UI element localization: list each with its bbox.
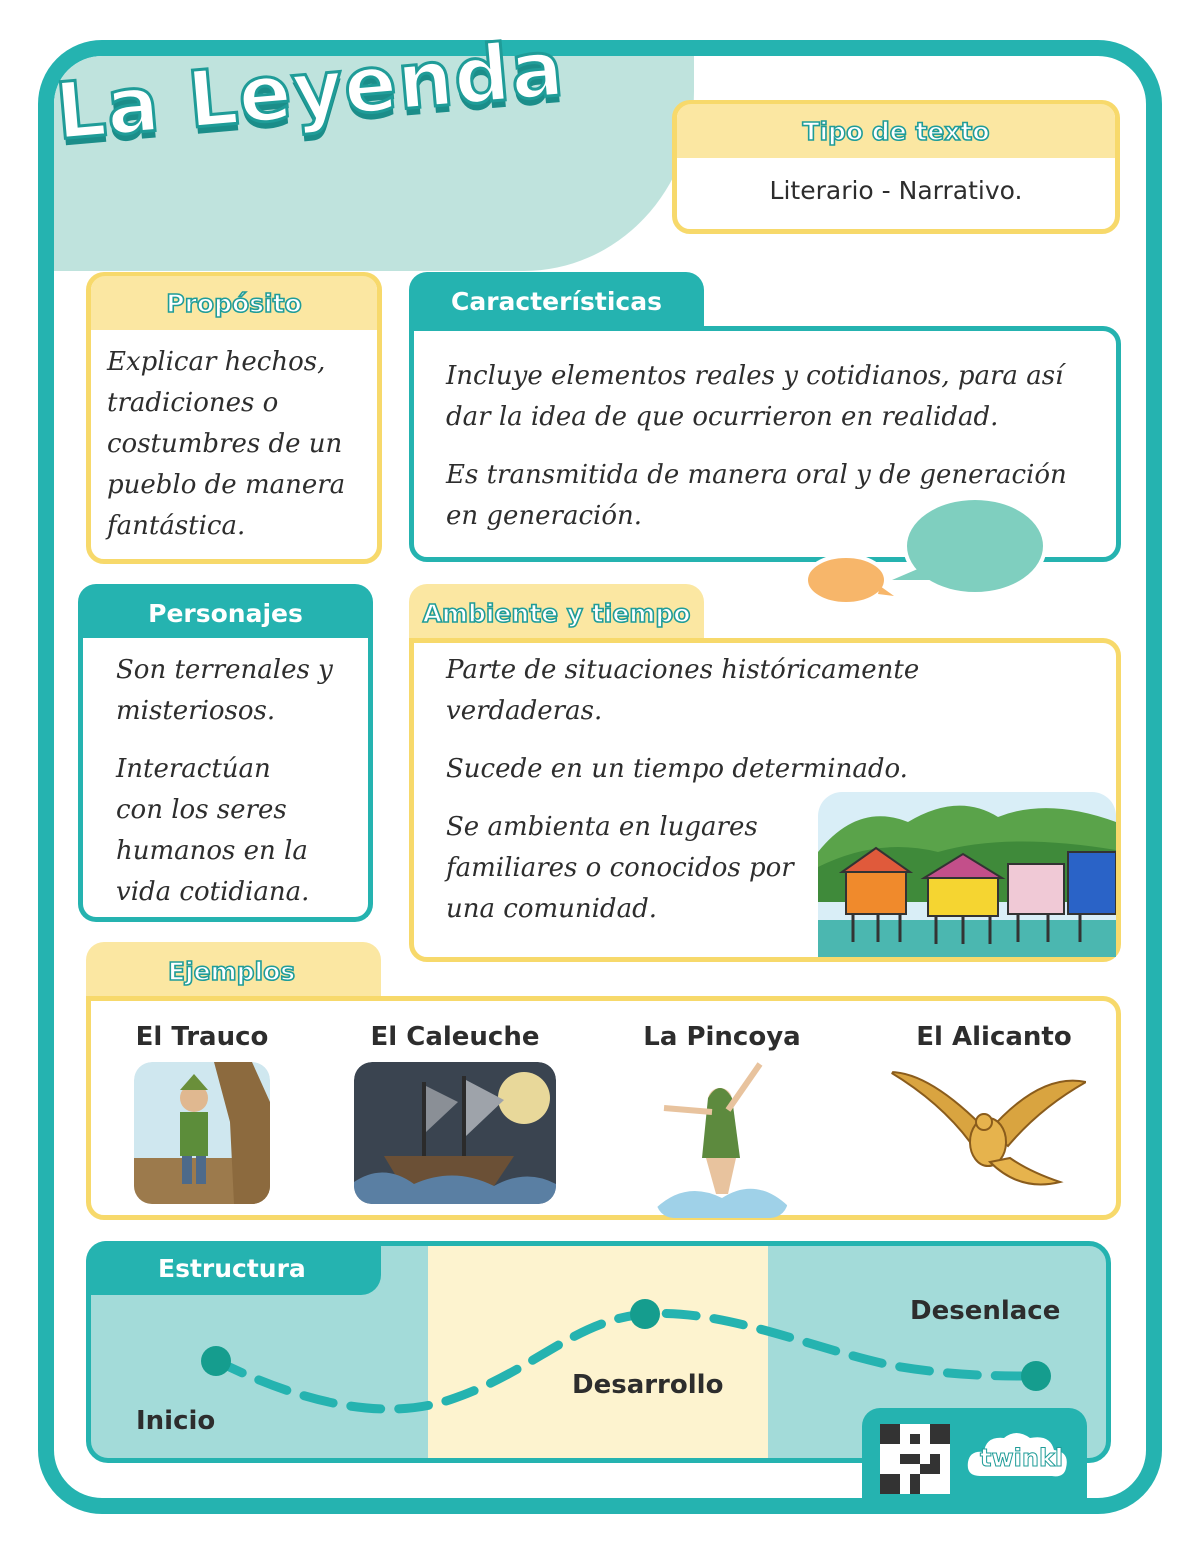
personajes-line: Son terrenales y [116, 655, 333, 685]
personajes-line: vida cotidiana. [116, 877, 310, 907]
caracteristicas-line: en generación. [446, 501, 643, 531]
example-name: El Caleuche [370, 1022, 540, 1052]
caracteristicas-line: dar la idea de que ocurrieron en realidad. [446, 402, 999, 432]
ambiente-line: verdaderas. [446, 696, 603, 726]
desarrollo-dot [630, 1299, 660, 1329]
caracteristicas-line: Es transmitida de manera oral y de generación [446, 460, 1067, 490]
ambiente-line: Se ambienta en lugares [446, 812, 758, 842]
pincoya-image [656, 1058, 788, 1218]
inicio-dot [201, 1346, 231, 1376]
personajes-heading: Personajes [78, 584, 373, 642]
proposito-line: costumbres de un [107, 429, 343, 459]
estructura-heading: Estructura [86, 1241, 381, 1295]
inicio-label: Inicio [136, 1406, 216, 1436]
ejemplos-heading: Ejemplos [86, 942, 381, 1000]
personajes-line: Interactúan [116, 754, 271, 784]
proposito-line: pueblo de manera [107, 470, 346, 500]
caracteristicas-heading: Características [409, 272, 704, 330]
ambiente-line: Sucede en un tiempo determinado. [446, 754, 908, 784]
example-name: El Alicanto [916, 1022, 1072, 1052]
personajes-line: humanos en la [116, 836, 308, 866]
alicanto-image [890, 1062, 1086, 1204]
personajes-line: misteriosos. [116, 696, 276, 726]
caracteristicas-line: Incluye elementos reales y cotidianos, para así [446, 361, 1064, 391]
trauco-image [134, 1062, 270, 1204]
desenlace-label: Desenlace [910, 1296, 1061, 1326]
proposito-line: tradiciones o [107, 388, 279, 418]
personajes-line: con los seres [116, 795, 287, 825]
caleuche-image [354, 1062, 556, 1204]
speech-bubbles-icon [800, 496, 1050, 608]
proposito-line: fantástica. [107, 511, 246, 541]
ambiente-line: Parte de situaciones históricamente [446, 655, 920, 685]
personajes-text [116, 650, 366, 930]
proposito-text [107, 342, 377, 547]
proposito-heading: Propósito [91, 276, 377, 330]
ambiente-line: una comunidad. [446, 894, 657, 924]
tipo-texto-heading: Tipo de texto [677, 104, 1115, 158]
example-name: La Pincoya [643, 1022, 801, 1052]
tipo-texto-value: Literario - Narrativo. [769, 176, 1023, 205]
page-title: La Leyenda [52, 23, 568, 158]
desarrollo-label: Desarrollo [572, 1370, 724, 1400]
twinkl-logo: twinkl [980, 1444, 1064, 1472]
ambiente-heading: Ambiente y tiempo [409, 584, 704, 642]
proposito-line: Explicar hechos, [107, 347, 326, 377]
stilt-houses-image [818, 792, 1116, 957]
desenlace-dot [1021, 1361, 1051, 1391]
ambiente-line: familiares o conocidos por [446, 853, 794, 883]
example-name: El Trauco [135, 1022, 269, 1052]
qr-code-icon [880, 1424, 950, 1494]
